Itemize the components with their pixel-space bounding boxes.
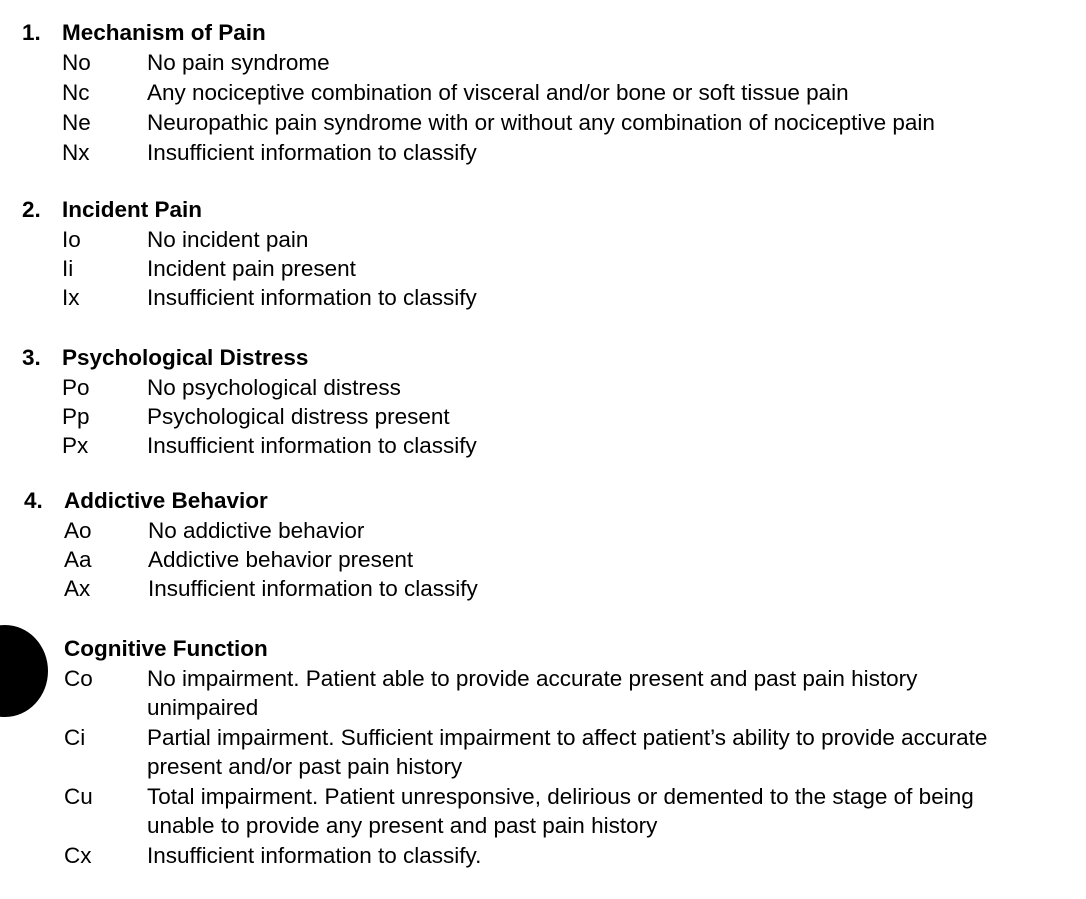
item-code: Ao — [64, 518, 92, 543]
section-number: 1. — [22, 20, 41, 45]
item-description: Addictive behavior present — [148, 547, 414, 572]
section-number: 3. — [22, 345, 41, 370]
section-title: Mechanism of Pain — [62, 20, 266, 45]
item-description: Psychological distress present — [147, 404, 450, 429]
item-description: No incident pain — [147, 227, 309, 252]
section-title: Addictive Behavior — [64, 488, 268, 513]
section-title: Incident Pain — [62, 197, 203, 222]
item-code: Po — [62, 375, 90, 400]
section-title: Cognitive Function — [64, 636, 268, 661]
item-description: Insufficient information to classify — [147, 140, 477, 165]
item-description: Partial impairment. Sufficient impairment to affect patient’s ability to provide accurate present and/or past pain history — [147, 725, 988, 779]
item-code: Cx — [64, 843, 92, 868]
item-code: Ax — [64, 576, 91, 601]
item-description: Neuropathic pain syndrome with or without any combination of nociceptive pain — [147, 110, 935, 135]
item-code: Aa — [64, 547, 92, 572]
item-description: Any nociceptive combination of visceral and/or bone or soft tissue pain — [147, 80, 849, 105]
item-description: Total impairment. Patient unresponsive, delirious or demented to the stage of being unable to provide any present and past pain history — [147, 784, 974, 838]
item-code: Ii — [62, 256, 74, 281]
item-code: Ci — [64, 725, 86, 750]
item-description: Insufficient information to classify — [147, 285, 477, 310]
section-heading — [24, 634, 268, 664]
section-number: 2. — [22, 197, 41, 222]
item-code: Co — [64, 666, 93, 691]
item-description: Insufficient information to classify — [147, 433, 477, 458]
item-description: No psychological distress — [147, 375, 401, 400]
item-code: Ix — [62, 285, 80, 310]
section-number: 4. — [24, 488, 43, 513]
item-code: Px — [62, 433, 89, 458]
item-code: Ne — [62, 110, 91, 135]
section-title: Psychological Distress — [62, 345, 309, 370]
item-description: Insufficient information to classify. — [147, 843, 482, 868]
item-description: Insufficient information to classify — [148, 576, 478, 601]
item-code: Pp — [62, 404, 90, 429]
section-heading — [22, 343, 308, 373]
item-description: No pain syndrome — [147, 50, 330, 75]
item-description: No addictive behavior — [148, 518, 365, 543]
section-heading — [22, 18, 266, 48]
item-code: Nc — [62, 80, 90, 105]
section-heading — [24, 486, 268, 516]
section-heading — [22, 195, 202, 225]
item-code: No — [62, 50, 91, 75]
item-code: Io — [62, 227, 81, 252]
item-code: Cu — [64, 784, 93, 809]
item-description: No impairment. Patient able to provide accurate present and past pain history unimpaired — [147, 666, 918, 720]
item-description: Incident pain present — [147, 256, 356, 281]
item-code: Nx — [62, 140, 90, 165]
